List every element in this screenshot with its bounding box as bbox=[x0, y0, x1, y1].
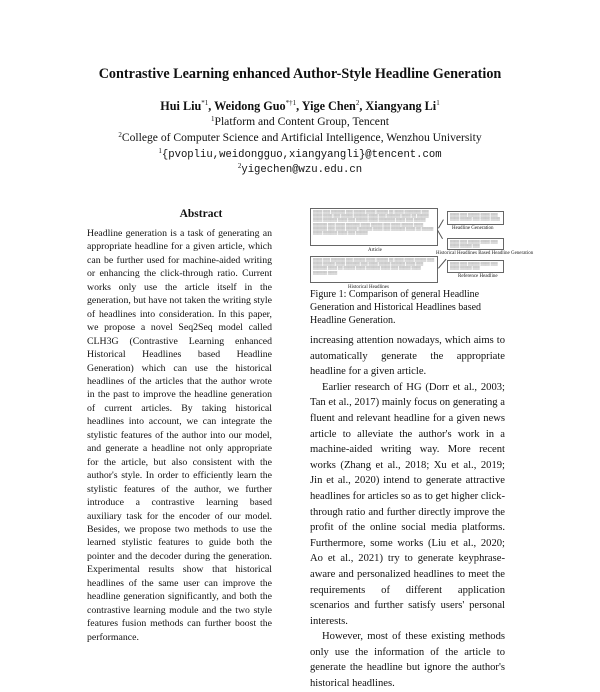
historical-headlines-box: ▒▒▒▒ ▒▒▒ ▒▒▒▒▒▒ ▒▒▒ ▒▒▒▒▒ ▒▒▒▒ ▒▒▒▒▒ ▒▒ ▒▒▒▒ ▒▒▒▒ ▒▒▒▒▒ ▒▒▒ ▒▒▒▒ ▒▒▒▒▒ ▒▒▒▒ ▒▒▒▒▒▒ ▒▒▒ ▒▒▒▒ ▒▒▒▒▒ ▒▒▒▒▒▒ ▒▒▒▒ ▒▒▒ ▒▒▒▒▒▒ ▒▒▒▒ ▒▒ ▒▒▒▒▒ ▒▒▒▒ ▒▒▒▒▒▒ ▒▒▒▒ ▒▒▒ ▒▒▒▒▒ ▒▒▒▒ ▒▒▒▒▒▒ ▒▒▒▒ bbox=[310, 256, 438, 283]
headline-output-box: ▒▒▒▒ ▒▒▒ ▒▒▒▒▒ ▒▒▒▒ ▒▒▒ ▒▒▒▒ ▒▒▒▒▒ ▒▒▒ ▒▒▒▒ ▒▒▒▒ bbox=[447, 211, 504, 225]
author-list: Hui Liu$^{*1}$, Weidong Guo$^{*\dagger 1}$, Yige Chen$^2$, Xiangyang Li$^1$ bbox=[160, 99, 440, 113]
author-name: Hui Liu bbox=[160, 99, 202, 113]
headline-generation-label: Headline Generation bbox=[452, 226, 494, 231]
email-2: $^2$yigechen@wzu.edu.cn bbox=[237, 162, 363, 176]
right-column-text bbox=[310, 333, 505, 692]
affiliation-1: $^1$Platform and Content Group, Tencent bbox=[211, 115, 389, 128]
author-name: Weidong Guo bbox=[214, 99, 286, 113]
style-generation-label: Historical Headlines Based Headline Generation bbox=[436, 251, 534, 256]
arrow-line bbox=[437, 230, 443, 239]
affiliation-2: $^2$College of Computer Science and Artificial Intelligence, Wenzhou University bbox=[118, 131, 482, 144]
arrow-line bbox=[438, 219, 444, 228]
body-paragraph: However, most of these existing methods only use the information of the article to generate the headline but ignore the author's historical headlines. bbox=[310, 631, 505, 690]
email-1: $^1${pvopliu,weidongguo,xiangyangli}@tencent.com bbox=[158, 147, 442, 161]
body-paragraph: Earlier research of HG (Dorr et al., 2003; Tan et al., 2017) mainly focus on generating a fluent and relevant headline for a given news article to alleviate the author's work in a machine-aided writing way. More recent works (Zhang et al., 2018; Xu et al., 2019; Jin et al., 2020) intend to generate attractive headlines for articles so as to get higher click-through ratio and further directly improve the profit of the online social media platforms. Furthermore, some works (Liu et al., 2020; Ao et al., 2021) try to generate keyphrase-aware and personalized headlines to meet the requirements of different application scenarios and further satisfy users' personal interests. bbox=[310, 381, 505, 627]
abstract-heading: Abstract bbox=[179, 208, 223, 220]
author-marker: 2 bbox=[355, 99, 360, 107]
author-name: Yige Chen bbox=[301, 99, 356, 113]
arrow-line bbox=[438, 259, 446, 269]
body-paragraph: increasing attention nowadays, which aims to automatically generate the appropriate headline for a given article. bbox=[310, 335, 505, 378]
style-output-box: ▒▒▒▒ ▒▒▒ ▒▒▒▒▒ ▒▒▒▒ ▒▒▒ ▒▒▒▒ ▒▒▒▒▒ ▒▒▒ bbox=[447, 238, 504, 250]
author-marker: *1 bbox=[201, 99, 209, 107]
article-box: ▒▒▒▒ ▒▒▒ ▒▒▒▒▒▒ ▒▒▒ ▒▒▒▒▒ ▒▒▒▒ ▒▒▒▒▒ ▒▒ ▒▒▒▒ ▒▒▒▒▒▒▒ ▒▒▒ ▒▒▒▒ ▒▒▒▒ ▒▒▒ ▒▒▒▒▒ ▒▒▒▒▒▒ ▒▒▒▒ ▒▒▒ ▒▒▒▒▒▒ ▒▒▒▒ ▒▒ ▒▒▒▒▒ ▒▒▒▒ ▒▒▒▒▒▒ ▒▒▒▒ ▒▒▒ ▒▒▒▒▒ ▒▒▒▒ ▒▒▒▒▒▒▒ ▒▒▒▒ ▒▒▒ ▒▒▒▒▒ ▒▒▒▒▒▒ ▒▒▒ ▒▒▒▒ ▒▒▒▒▒▒ ▒▒▒▒ ▒▒▒▒▒ ▒▒▒ ▒▒▒▒ ▒▒▒▒▒ ▒▒▒▒ ▒▒▒▒▒▒ ▒▒▒ ▒▒▒▒ ▒▒▒▒▒ ▒▒▒▒▒▒ ▒▒▒▒ ▒▒▒ ▒▒▒▒▒▒ ▒▒▒▒ ▒▒ ▒▒▒▒▒ ▒▒▒▒ ▒▒▒▒▒▒ ▒▒▒▒ ▒▒▒ ▒▒▒▒▒ bbox=[310, 208, 438, 246]
abstract-text: Headline generation is a task of generating an appropriate headline for a given article, which can be further used for machine-aided writing or enhancing the click-through ratio. Current works only use the article itself in the generation, but have not taken the writing style of headlines into consideration. In this paper, we propose a novel Seq2Seq model called CLH3G (Contrastive Learning enhanced Historical Headlines based Headline Generation) which can use the historical headlines of the articles that the author wrote in the past to improve the headline generation of current articles. By taking historical headlines into account, we can integrate the stylistic features of the author into our model, and generate a headline not only appropriate for the article, but also consistent with the author's style. In order to efficiently learn the stylistic features of the author, we further introduce a contrastive learning based auxiliary task for the encoder of our model. Besides, we propose two methods to use the learned stylistic features to guide both the pointer and the decoder during the generation. Experimental results show that historical headlines of the same user can improve the headline generation significantly, and both the contrastive learning module and the two style features fusion methods can further boost the performance. bbox=[87, 228, 272, 643]
author-name: Xiangyang Li bbox=[365, 99, 437, 113]
author-marker: *†1 bbox=[285, 99, 297, 107]
reference-headline-label: Reference Headline bbox=[458, 274, 498, 279]
author-marker: 1 bbox=[436, 99, 440, 107]
article-label: Article bbox=[368, 248, 382, 253]
reference-output-box: ▒▒▒▒ ▒▒▒ ▒▒▒▒▒ ▒▒▒▒ ▒▒▒ ▒▒▒▒ ▒▒▒▒▒ ▒▒▒ bbox=[447, 260, 504, 273]
historical-headlines-label: Historical Headlines bbox=[348, 285, 389, 290]
paper-title: Contrastive Learning enhanced Author-Style Headline Generation bbox=[98, 66, 502, 82]
figure-caption: Figure 1: Comparison of general Headline Generation and Historical Headlines based Headline Generation. bbox=[310, 289, 482, 327]
